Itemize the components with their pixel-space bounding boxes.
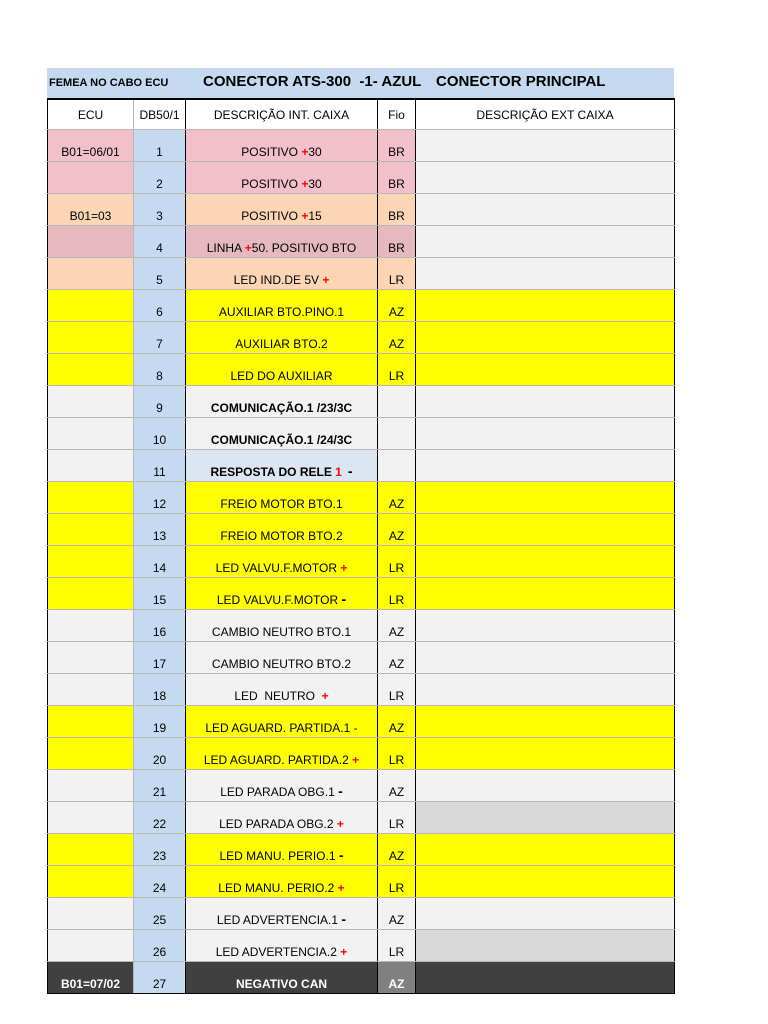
polarity-mark: + [301, 177, 309, 191]
table-row [48, 514, 675, 546]
desc-int-cell [186, 514, 378, 546]
desc-int-cell [186, 802, 378, 834]
wire-code: LR [388, 945, 405, 959]
wire-cell [378, 482, 416, 514]
ecu-cell [48, 546, 134, 578]
ecu-cell [48, 290, 134, 322]
ecu-cell [48, 514, 134, 546]
desc-ext-cell [416, 194, 675, 226]
desc-ext-cell [416, 738, 675, 770]
desc-ext-cell [416, 546, 675, 578]
ecu-cell [48, 578, 134, 610]
table-row [48, 386, 675, 418]
desc-ext-cell [416, 898, 675, 930]
pin-number: 18 [152, 689, 167, 703]
ecu-cell [48, 610, 134, 642]
ecu-cell [48, 482, 134, 514]
table-row [48, 834, 675, 866]
pin-number: 11 [153, 465, 166, 479]
desc-text: LED AGUARD. PARTIDA.1 - [205, 721, 358, 735]
ecu-value: B01=06/01 [61, 145, 120, 159]
ecu-cell [48, 194, 134, 226]
desc-ext-cell [416, 322, 675, 354]
desc-text: POSITIVO [241, 209, 302, 223]
desc-ext-cell [416, 450, 675, 482]
wire-code: AZ [388, 497, 405, 511]
desc-text: LED VALVU.F.MOTOR [216, 593, 342, 607]
wire-code: AZ [388, 849, 405, 863]
pin-number: 19 [152, 721, 167, 735]
pin-number-cell [134, 290, 186, 322]
wire-cell [378, 162, 416, 194]
pin-number-cell [134, 866, 186, 898]
desc-int-cell [186, 578, 378, 610]
pin-number: 25 [152, 913, 167, 927]
desc-int-cell [186, 258, 378, 290]
ecu-cell [48, 962, 134, 994]
wire-cell [378, 898, 416, 930]
ecu-cell [48, 130, 134, 162]
pin-number: 1 [156, 145, 163, 159]
desc-text: COMUNICAÇÃO.1 /23/3C [210, 401, 353, 415]
pin-number: 9 [156, 401, 163, 415]
table-row [48, 706, 675, 738]
pin-number: 8 [156, 369, 163, 383]
desc-ext-cell [416, 834, 675, 866]
wire-code: BR [388, 145, 405, 159]
ecu-cell [48, 706, 134, 738]
desc-text: LED ADVERTENCIA.2 [215, 945, 341, 959]
desc-ext-cell [416, 770, 675, 802]
table-row [48, 354, 675, 386]
wire-code: AZ [388, 657, 405, 671]
desc-int-cell [186, 642, 378, 674]
desc-ext-cell [416, 354, 675, 386]
table-row [48, 802, 675, 834]
pin-number: 3 [156, 209, 163, 223]
wire-cell [378, 802, 416, 834]
pin-number: 16 [152, 625, 167, 639]
ecu-cell [48, 802, 134, 834]
wire-cell [378, 354, 416, 386]
wire-cell [378, 706, 416, 738]
ecu-cell [48, 450, 134, 482]
polarity-mark: + [340, 561, 348, 575]
wire-cell [378, 962, 416, 994]
polarity-mark: 1 [335, 465, 342, 479]
desc-text: COMUNICAÇÃO.1 /24/3C [210, 433, 353, 447]
wire-cell [378, 226, 416, 258]
wire-cell [378, 258, 416, 290]
pin-number-cell [134, 578, 186, 610]
desc-tail: 30 [308, 145, 322, 159]
table-row [48, 930, 675, 962]
wire-code: LR [388, 689, 405, 703]
table-row [48, 130, 675, 162]
desc-int-cell [186, 546, 378, 578]
desc-int-cell [186, 290, 378, 322]
pin-number: 17 [152, 657, 167, 671]
desc-text: LED VALVU.F.MOTOR [215, 561, 341, 575]
wire-code: AZ [388, 977, 405, 991]
wire-cell [378, 322, 416, 354]
polarity-mark: + [321, 689, 329, 703]
pin-number-cell [134, 194, 186, 226]
desc-ext-cell [416, 802, 675, 834]
pin-number: 22 [152, 817, 167, 831]
pin-number-cell [134, 354, 186, 386]
desc-ext-cell [416, 258, 675, 290]
pin-number-cell [134, 130, 186, 162]
wire-code: LR [388, 817, 405, 831]
desc-tail: - [347, 463, 353, 479]
pin-number-cell [134, 514, 186, 546]
ecu-cell [48, 674, 134, 706]
table-row [48, 482, 675, 514]
wire-code: LR [388, 369, 405, 383]
connector-title: CONECTOR ATS-300 -1- AZUL [203, 73, 422, 90]
desc-ext-cell [416, 162, 675, 194]
table-row [48, 418, 675, 450]
pin-number-cell [134, 898, 186, 930]
col-fio: Fio [378, 99, 416, 130]
wire-code: BR [388, 177, 405, 191]
desc-text: RESPOSTA DO RELE [210, 465, 336, 479]
ecu-cell [48, 322, 134, 354]
pinout-table [47, 98, 675, 994]
desc-ext-cell [416, 578, 675, 610]
desc-text: FREIO MOTOR BTO.2 [220, 529, 343, 543]
desc-text: CAMBIO NEUTRO BTO.2 [211, 657, 352, 671]
desc-tail: 30 [308, 177, 322, 191]
pin-number: 26 [152, 945, 167, 959]
table-row [48, 546, 675, 578]
pin-number-cell [134, 450, 186, 482]
wire-cell [378, 866, 416, 898]
pin-number-cell [134, 226, 186, 258]
table-row [48, 226, 675, 258]
polarity-mark: + [322, 273, 330, 287]
pin-number-cell [134, 386, 186, 418]
table-row [48, 450, 675, 482]
pin-number: 27 [152, 977, 167, 991]
table-row [48, 258, 675, 290]
desc-text: FREIO MOTOR BTO.1 [220, 497, 343, 511]
connector-subtitle: CONECTOR PRINCIPAL [436, 73, 606, 90]
wire-cell [378, 610, 416, 642]
desc-int-cell [186, 322, 378, 354]
spreadsheet [47, 68, 674, 994]
pin-number: 15 [152, 593, 167, 607]
desc-int-cell [186, 674, 378, 706]
wire-cell [378, 738, 416, 770]
wire-cell [378, 834, 416, 866]
desc-text: AUXILIAR BTO.PINO.1 [218, 305, 345, 319]
pin-number-cell [134, 706, 186, 738]
desc-text: POSITIVO [241, 177, 302, 191]
desc-int-cell [186, 450, 378, 482]
table-row [48, 738, 675, 770]
polarity-mark: + [336, 817, 344, 831]
table-row [48, 290, 675, 322]
pin-number-cell [134, 482, 186, 514]
pin-number-cell [134, 962, 186, 994]
desc-int-cell [186, 930, 378, 962]
desc-text: POSITIVO [241, 145, 302, 159]
desc-tail: - [338, 783, 343, 799]
pin-number-cell [134, 418, 186, 450]
pin-number: 5 [156, 273, 163, 287]
wire-code: LR [388, 881, 405, 895]
desc-text: LED PARADA OBG.2 [219, 817, 337, 831]
ecu-cell [48, 162, 134, 194]
pin-number: 10 [152, 433, 167, 447]
desc-ext-cell [416, 386, 675, 418]
desc-text: CAMBIO NEUTRO BTO.1 [211, 625, 352, 639]
desc-text: LED MANU. PERIO.2 [218, 881, 338, 895]
desc-int-cell [186, 706, 378, 738]
pin-number-cell [134, 258, 186, 290]
desc-tail: - [338, 847, 344, 863]
desc-int-cell [186, 866, 378, 898]
pin-number-cell [134, 162, 186, 194]
wire-cell [378, 546, 416, 578]
pin-number: 12 [152, 497, 167, 511]
polarity-mark: + [244, 241, 252, 255]
desc-tail: - [341, 591, 347, 607]
col-desc-ext: DESCRIÇÃO EXT CAIXA [416, 99, 675, 130]
desc-ext-cell [416, 866, 675, 898]
wire-code: LR [388, 753, 405, 767]
desc-int-cell [186, 130, 378, 162]
desc-text: LED PARADA OBG.1 [220, 785, 339, 799]
polarity-mark: + [340, 945, 348, 959]
table-row [48, 770, 675, 802]
table-row [48, 642, 675, 674]
pin-number: 13 [152, 529, 167, 543]
table-row [48, 898, 675, 930]
desc-text: LED MANU. PERIO.1 [219, 849, 339, 863]
wire-cell [378, 674, 416, 706]
table-row [48, 322, 675, 354]
title-bar [47, 68, 674, 98]
ecu-cell [48, 866, 134, 898]
table-row [48, 962, 675, 994]
pin-number-cell [134, 674, 186, 706]
pin-number-cell [134, 546, 186, 578]
ecu-cell [48, 930, 134, 962]
wire-cell [378, 450, 416, 482]
wire-cell [378, 930, 416, 962]
wire-code: AZ [388, 337, 405, 351]
cable-label: FEMEA NO CABO ECU [49, 77, 169, 89]
desc-text: LED IND.DE 5V [233, 273, 323, 287]
wire-cell [378, 386, 416, 418]
ecu-cell [48, 386, 134, 418]
desc-int-cell [186, 482, 378, 514]
polarity-mark: + [352, 753, 360, 767]
table-row [48, 194, 675, 226]
desc-int-cell [186, 738, 378, 770]
col-db50: DB50/1 [134, 99, 186, 130]
pin-number-cell [134, 770, 186, 802]
pin-number-cell [134, 738, 186, 770]
pin-number: 4 [156, 241, 163, 255]
wire-cell [378, 418, 416, 450]
ecu-cell [48, 354, 134, 386]
pin-number-cell [134, 642, 186, 674]
desc-int-cell [186, 834, 378, 866]
pin-number-cell [134, 834, 186, 866]
desc-int-cell [186, 770, 378, 802]
desc-text: LINHA [206, 241, 245, 255]
ecu-cell [48, 898, 134, 930]
desc-tail: - [341, 911, 347, 927]
desc-ext-cell [416, 482, 675, 514]
table-row [48, 162, 675, 194]
wire-code: LR [388, 593, 405, 607]
column-header-row [48, 99, 675, 130]
ecu-cell [48, 834, 134, 866]
pin-number: 21 [152, 785, 167, 799]
pin-number: 14 [152, 561, 167, 575]
pin-number: 7 [156, 337, 163, 351]
ecu-value: B01=03 [69, 209, 112, 223]
desc-ext-cell [416, 610, 675, 642]
pin-number-cell [134, 930, 186, 962]
desc-text: AUXILIAR BTO.2 [235, 337, 328, 351]
polarity-mark: + [337, 881, 345, 895]
desc-int-cell [186, 898, 378, 930]
desc-tail: 50. POSITIVO BTO [251, 241, 357, 255]
desc-ext-cell [416, 130, 675, 162]
wire-cell [378, 194, 416, 226]
desc-ext-cell [416, 962, 675, 994]
desc-ext-cell [416, 642, 675, 674]
wire-code: LR [388, 561, 405, 575]
wire-code: AZ [388, 785, 405, 799]
ecu-value: B01=07/02 [60, 977, 121, 991]
desc-text: LED DO AUXILIAR [230, 369, 333, 383]
wire-code: AZ [388, 625, 405, 639]
desc-int-cell [186, 354, 378, 386]
ecu-cell [48, 418, 134, 450]
desc-int-cell [186, 226, 378, 258]
pin-number: 23 [152, 849, 167, 863]
desc-text: NEGATIVO CAN [235, 977, 328, 991]
pin-number: 20 [152, 753, 167, 767]
desc-ext-cell [416, 290, 675, 322]
desc-ext-cell [416, 514, 675, 546]
desc-int-cell [186, 386, 378, 418]
wire-code: AZ [388, 529, 405, 543]
desc-int-cell [186, 194, 378, 226]
pin-number: 2 [156, 177, 163, 191]
pin-number-cell [134, 802, 186, 834]
wire-code: AZ [388, 305, 405, 319]
wire-code: LR [388, 273, 405, 287]
pin-number: 24 [152, 881, 167, 895]
table-row [48, 610, 675, 642]
table-row [48, 674, 675, 706]
desc-ext-cell [416, 706, 675, 738]
wire-code: AZ [388, 721, 405, 735]
desc-ext-cell [416, 930, 675, 962]
wire-cell [378, 642, 416, 674]
desc-text: LED NEUTRO [234, 689, 322, 703]
polarity-mark: + [301, 145, 309, 159]
pin-number: 6 [156, 305, 163, 319]
table-row [48, 866, 675, 898]
wire-code: AZ [388, 913, 405, 927]
col-ecu: ECU [48, 99, 134, 130]
wire-code: BR [388, 209, 405, 223]
desc-int-cell [186, 610, 378, 642]
ecu-cell [48, 770, 134, 802]
desc-text: LED AGUARD. PARTIDA.2 [203, 753, 353, 767]
pin-number-cell [134, 322, 186, 354]
col-desc-int: DESCRIÇÃO INT. CAIXA [186, 99, 378, 130]
wire-cell [378, 578, 416, 610]
wire-cell [378, 130, 416, 162]
wire-cell [378, 514, 416, 546]
desc-int-cell [186, 162, 378, 194]
ecu-cell [48, 642, 134, 674]
desc-int-cell [186, 962, 378, 994]
wire-cell [378, 290, 416, 322]
wire-code: BR [388, 241, 405, 255]
desc-ext-cell [416, 674, 675, 706]
desc-ext-cell [416, 418, 675, 450]
polarity-mark: + [301, 209, 309, 223]
desc-text: LED ADVERTENCIA.1 [216, 913, 342, 927]
ecu-cell [48, 738, 134, 770]
wire-cell [378, 770, 416, 802]
desc-int-cell [186, 418, 378, 450]
table-row [48, 578, 675, 610]
desc-tail: 15 [308, 209, 322, 223]
ecu-cell [48, 226, 134, 258]
pin-number-cell [134, 610, 186, 642]
ecu-cell [48, 258, 134, 290]
desc-ext-cell [416, 226, 675, 258]
